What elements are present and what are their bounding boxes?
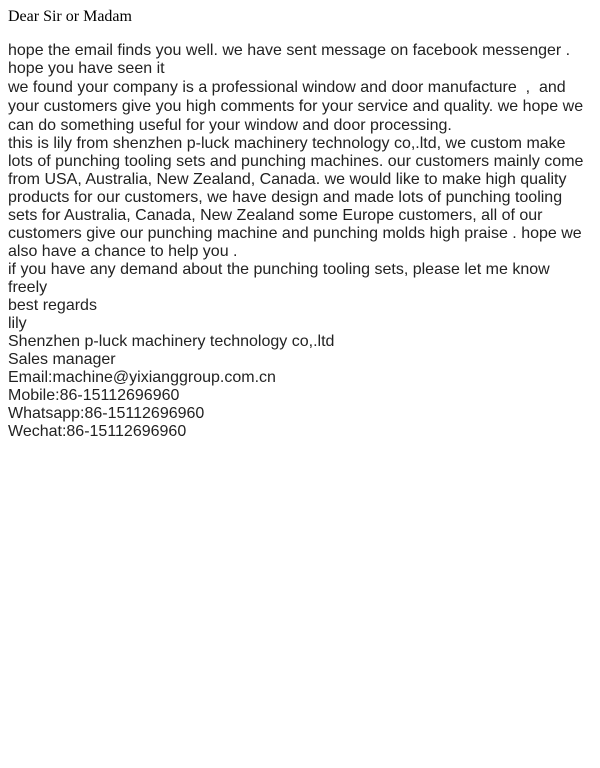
salutation: Dear Sir or Madam	[8, 8, 132, 25]
signature-block	[8, 297, 592, 441]
paragraph-call-to-action	[8, 261, 592, 297]
text-line: can do something useful for your window and door processing.	[8, 117, 452, 134]
text-line: from USA, Australia, New Zealand, Canada. we would like to make high quality	[8, 171, 567, 188]
text-line: lots of punching tooling sets and punching machines. our customers mainly come	[8, 153, 584, 170]
job-title: Sales manager	[8, 351, 116, 368]
sender-name: lily	[8, 315, 27, 332]
closing-regards: best regards	[8, 297, 97, 314]
company-name: Shenzhen p-luck machinery technology co,.ltd	[8, 333, 335, 350]
paragraph-greeting	[8, 42, 592, 78]
text-line: products for our customers, we have design and made lots of punching tooling	[8, 189, 563, 206]
text-line: also have a chance to help you .	[8, 243, 238, 260]
contact-wechat: Wechat:86-15112696960	[8, 423, 187, 440]
contact-whatsapp: Whatsapp:86-15112696960	[8, 405, 205, 422]
contact-email: Email:machine@yixianggroup.com.cn	[8, 369, 276, 386]
text-line: hope the email finds you well. we have sent message on facebook messenger .	[8, 42, 571, 59]
paragraph-self-introduction	[8, 135, 592, 261]
paragraph-company-compliment	[8, 78, 592, 135]
text-line: customers give our punching machine and punching molds high praise . hope we	[8, 225, 582, 242]
text-line: sets for Australia, Canada, New Zealand some Europe customers, all of our	[8, 207, 543, 224]
text-line: this is lily from shenzhen p-luck machinery technology co,.ltd, we custom make	[8, 135, 566, 152]
text-line: freely	[8, 279, 48, 296]
text-line: hope you have seen it	[8, 60, 165, 77]
text-line: we found your company is a professional window and door manufacture , and	[8, 79, 566, 96]
blank-line	[8, 26, 592, 42]
text-line: if you have any demand about the punching tooling sets, please let me know	[8, 261, 550, 278]
contact-mobile: Mobile:86-15112696960	[8, 387, 180, 404]
text-line: your customers give you high comments for your service and quality. we hope we	[8, 98, 584, 115]
